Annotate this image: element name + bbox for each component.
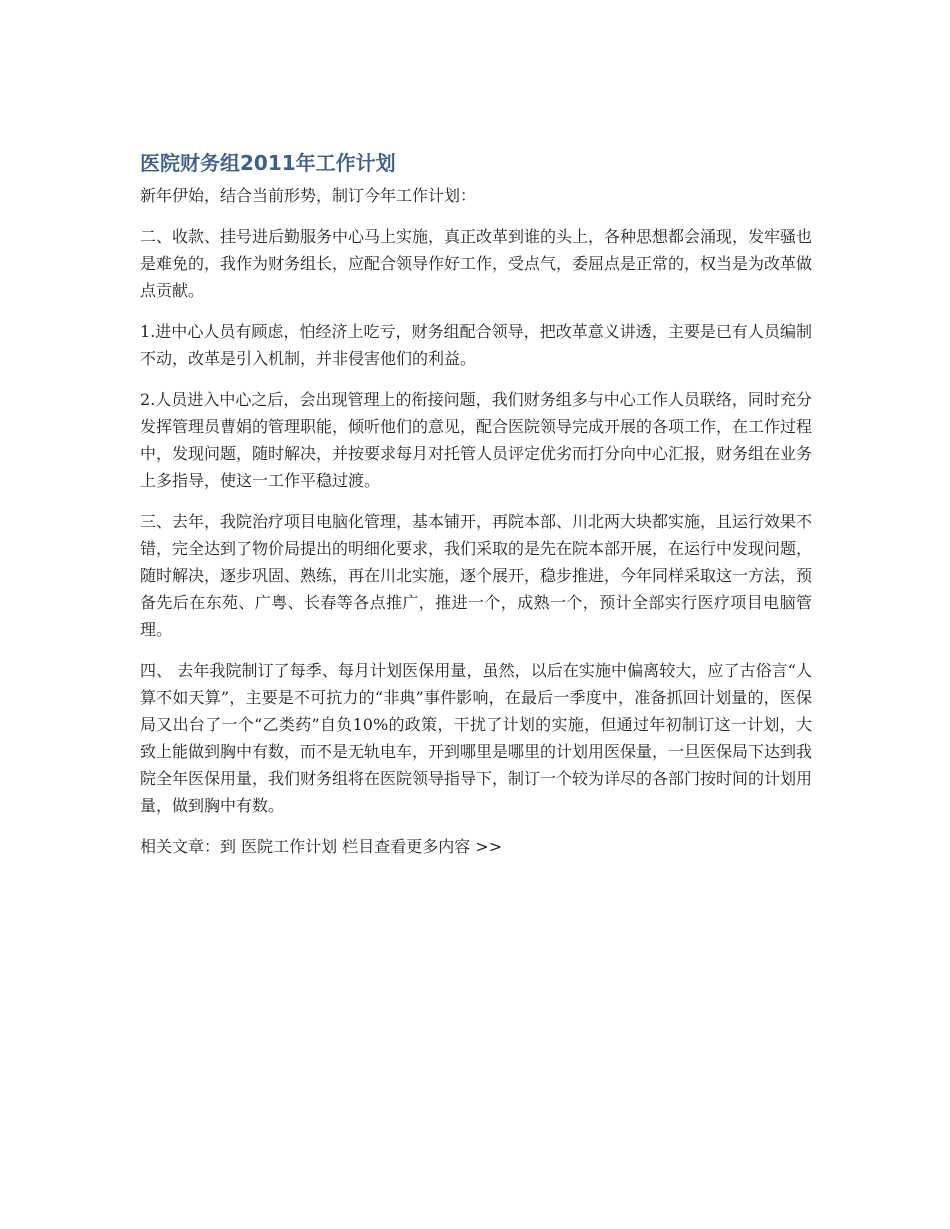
related-prefix: 相关文章：到	[140, 837, 242, 856]
paragraph-section-two: 二、收款、挂号进后勤服务中心马上实施，真正改革到谁的头上，各种思想都会涌现，发牢骚也是难免的，我作为财务组长，应配合领导作好工作，受点气，委屈点是正常的，权当是为改革做点贡献。	[140, 227, 813, 300]
paragraph-section-four: 四、 去年我院制订了每季、每月计划医保用量，虽然，以后在实施中偏离较大，应了古俗言“人算不如天算”，主要是不可抗力的“非典”事件影响，在最后一季度中，准备抓回计划量的，医保局又出台了一个“乙类药”自负10%的政策，干扰了计划的实施，但通过年初制订这一计划，大致上能做到胸中有数，而不是无轨电车，开到哪里是哪里的计划用医保量，一旦医保局下达到我院全年医保用量，我们财务组将在医院领导指导下，制订一个较为详尽的各部门按时间的计划用量，做到胸中有数。	[140, 661, 813, 815]
related-suffix: 栏目查看更多内容 >>	[337, 837, 503, 856]
document-page	[140, 148, 812, 860]
intro-paragraph: 新年伊始，结合当前形势，制订今年工作计划：	[140, 186, 477, 205]
page-title: 医院财务组2011年工作计划	[140, 151, 396, 175]
paragraph-item-one: 1.进中心人员有顾虑，怕经济上吃亏，财务组配合领导，把改革意义讲透，主要是已有人员编制不动，改革是引入机制，并非侵害他们的利益。	[140, 322, 812, 368]
paragraph-section-three: 三、去年，我院治疗项目电脑化管理，基本铺开，再院本部、川北两大块都实施，且运行效果不错，完全达到了物价局提出的明细化要求，我们采取的是先在院本部开展，在运行中发现问题，随时解决，逐步巩固、熟练，再在川北实施，逐个展开，稳步推进，今年同样采取这一方法，预备先后在东苑、广粤、长春等各点推广，推进一个，成熟一个，预计全部实行医疗项目电脑管理。	[140, 512, 813, 639]
paragraph-item-two: 2.人员进入中心之后，会出现管理上的衔接问题，我们财务组多与中心工作人员联络，同时充分发挥管理员曹娟的管理职能，倾听他们的意见，配合医院领导完成开展的各项工作，在工作过程中，发现问题，随时解决，并按要求每月对托管人员评定优劣而打分向中心汇报，财务组在业务上多指导，使这一工作平稳过渡。	[140, 390, 813, 490]
related-articles	[140, 833, 812, 860]
related-category-link[interactable]: 医院工作计划	[241, 837, 338, 856]
